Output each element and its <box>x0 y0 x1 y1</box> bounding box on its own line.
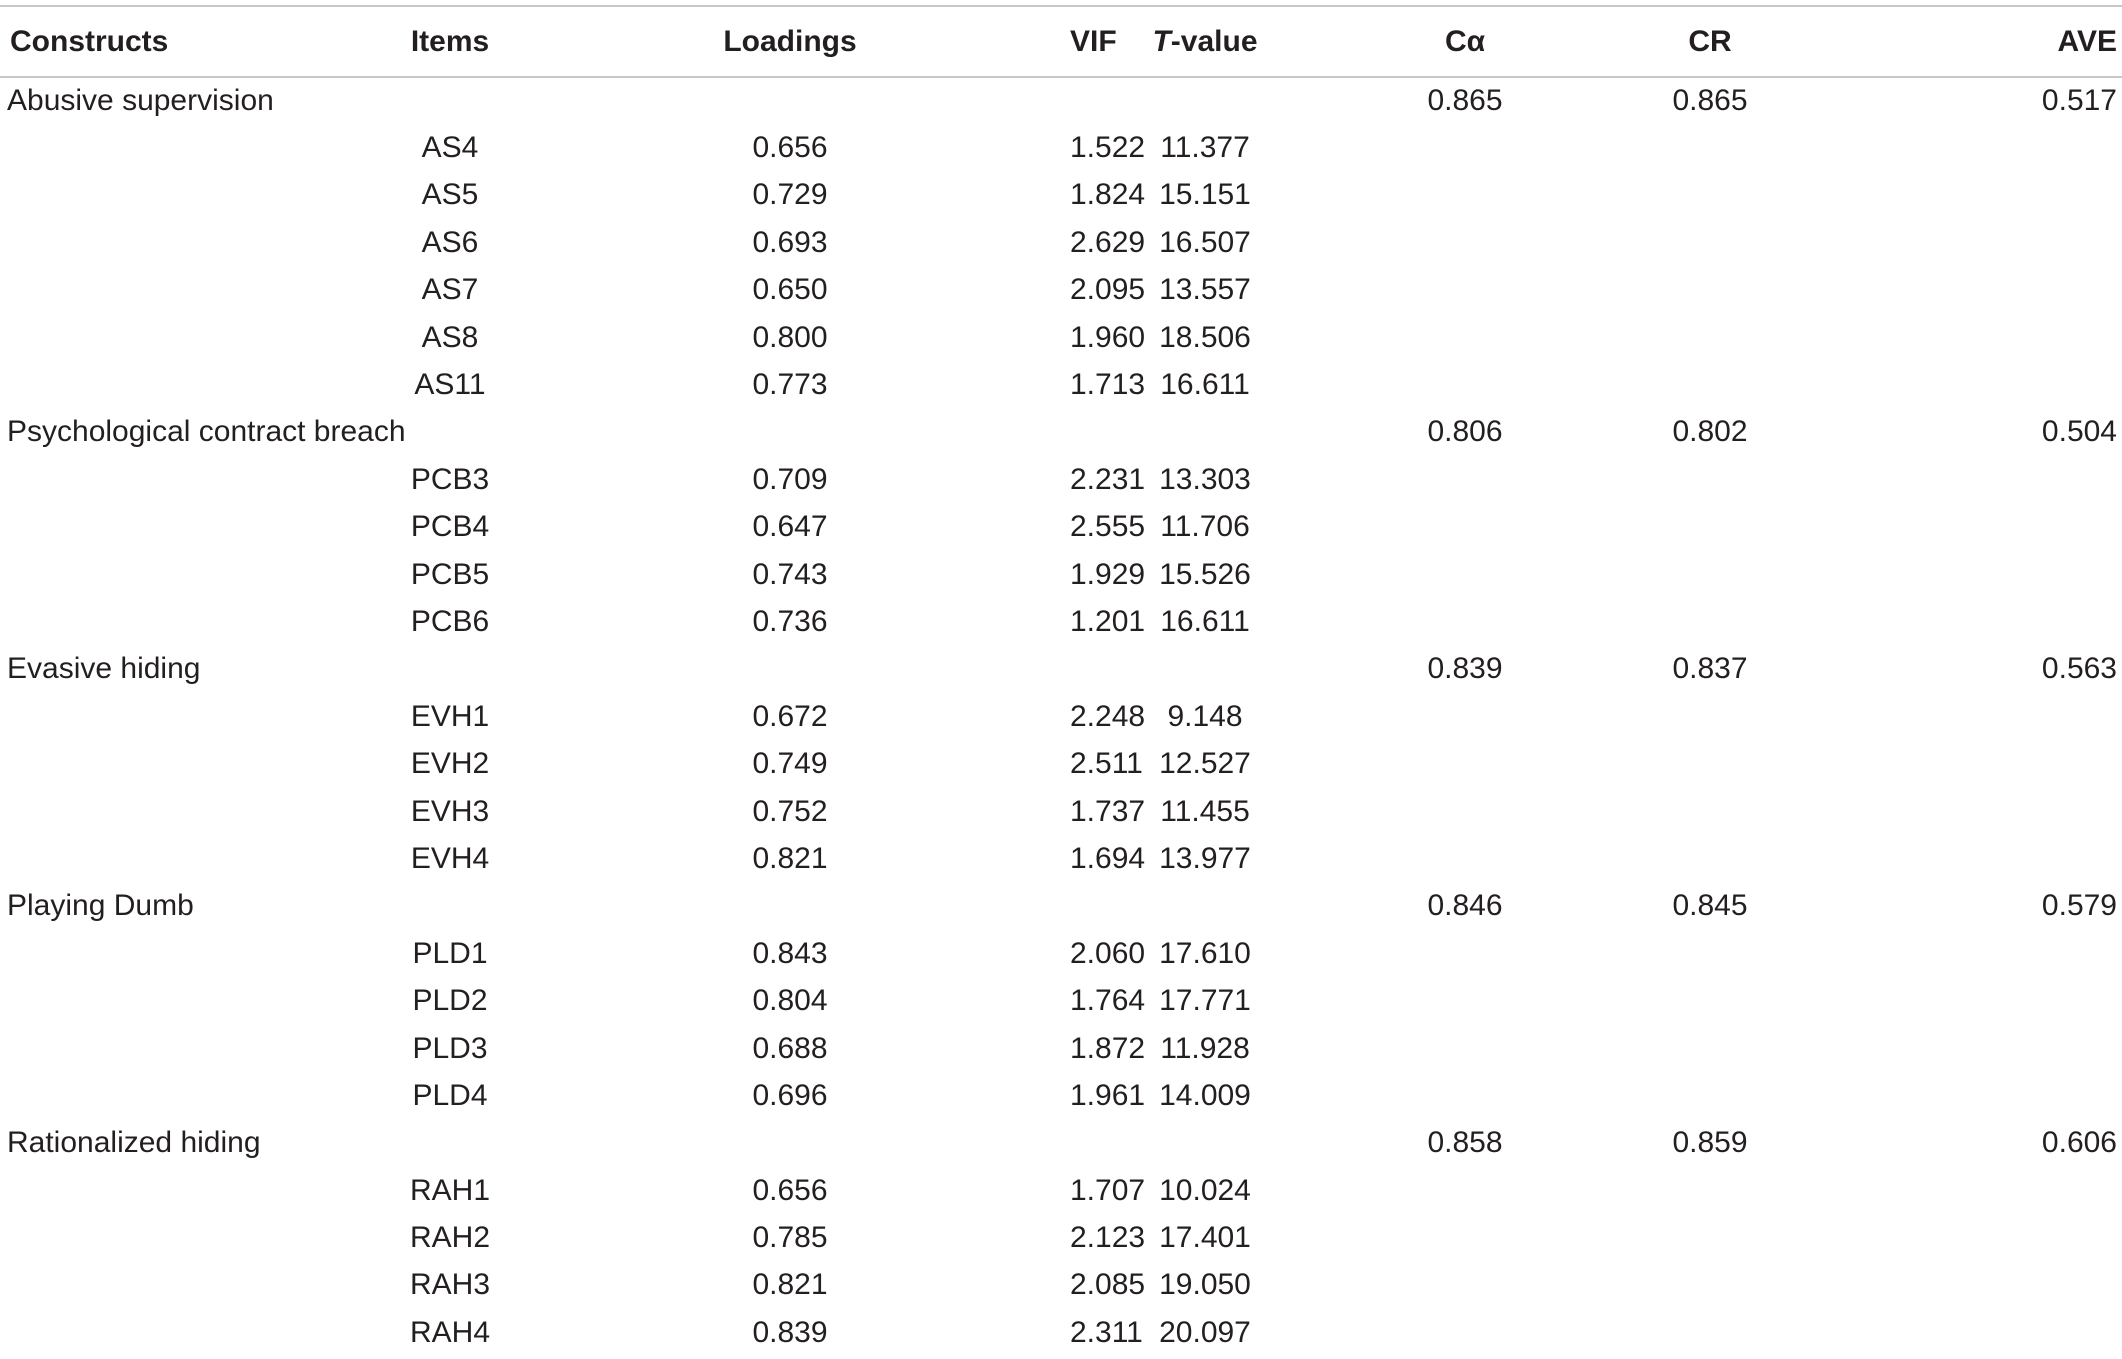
cronbach-alpha-cell <box>1340 219 1590 266</box>
construct-row <box>0 77 2122 124</box>
item-row: PCB4 0.647 2.555 11.706 <box>0 504 2122 551</box>
t-value-cell: 15.526 <box>1159 557 1251 591</box>
ave-cell <box>1830 1214 2122 1261</box>
loading-cell: 0.693 <box>752 225 828 259</box>
cronbach-alpha-cell <box>1340 788 1590 835</box>
item-row: EVH1 0.672 2.248 9.148 <box>0 693 2122 740</box>
cronbach-alpha-cell <box>1340 1025 1590 1072</box>
item-cell: AS4 <box>421 131 479 165</box>
ave-cell <box>1830 598 2122 645</box>
item-cell: AS11 <box>414 368 486 402</box>
item-row: AS7 0.650 2.095 13.557 <box>0 267 2122 314</box>
t-value-cell: 10.024 <box>1159 1173 1251 1207</box>
loading-cell <box>510 646 1070 693</box>
composite-reliability-cell <box>1590 1025 1830 1072</box>
header-tvalue-rest: -value <box>1170 24 1258 58</box>
ave-cell <box>1830 551 2122 598</box>
construct-cell <box>0 219 390 266</box>
composite-reliability-cell <box>1590 740 1830 787</box>
header-ave: AVE <box>1830 6 2122 77</box>
composite-reliability-cell <box>1590 314 1830 361</box>
construct-cell: Psychological contract breach <box>7 415 406 449</box>
composite-reliability-cell <box>1590 456 1830 503</box>
item-row: AS11 0.773 1.713 16.611 <box>0 361 2122 408</box>
composite-reliability-cell: 0.845 <box>1672 889 1748 923</box>
t-value-cell <box>1070 409 1340 456</box>
t-value-cell: 13.557 <box>1159 273 1251 307</box>
ave-cell <box>1830 267 2122 314</box>
t-value-cell: 15.151 <box>1159 178 1251 212</box>
t-value-cell: 19.050 <box>1159 1268 1251 1302</box>
loading-cell: 0.656 <box>752 131 828 165</box>
construct-cell <box>0 361 390 408</box>
ave-cell <box>1830 1167 2122 1214</box>
construct-row <box>0 1120 2122 1167</box>
ave-cell: 0.563 <box>2041 652 2117 686</box>
cronbach-alpha-cell <box>1340 504 1590 551</box>
construct-cell <box>0 788 390 835</box>
t-value-cell <box>1070 1120 1340 1167</box>
item-row: RAH3 0.821 2.085 19.050 <box>0 1262 2122 1309</box>
header-cr: CR <box>1590 6 1830 77</box>
t-value-cell: 17.771 <box>1159 984 1251 1018</box>
item-cell: AS6 <box>421 225 479 259</box>
cronbach-alpha-cell <box>1340 835 1590 882</box>
item-row: PLD1 0.843 2.060 17.610 <box>0 930 2122 977</box>
composite-reliability-cell <box>1590 124 1830 171</box>
ave-cell <box>1830 1309 2122 1356</box>
ave-cell: 0.517 <box>2041 84 2117 118</box>
cronbach-alpha-cell <box>1340 267 1590 314</box>
ave-cell <box>1830 977 2122 1024</box>
ave-cell <box>1830 314 2122 361</box>
header-row: Constructs Items Loadings VIF T-value Cα CR AVE <box>0 6 2122 77</box>
composite-reliability-cell <box>1590 1309 1830 1356</box>
cronbach-alpha-cell <box>1340 1167 1590 1214</box>
cronbach-alpha-cell <box>1340 172 1590 219</box>
construct-cell <box>0 1262 390 1309</box>
cronbach-alpha-cell <box>1340 930 1590 977</box>
composite-reliability-cell <box>1590 504 1830 551</box>
cronbach-alpha-cell <box>1340 314 1590 361</box>
loading-cell: 0.709 <box>752 462 828 496</box>
cronbach-alpha-cell: 0.846 <box>1427 889 1503 923</box>
ave-cell <box>1830 1025 2122 1072</box>
cronbach-alpha-cell <box>1340 1072 1590 1119</box>
ave-cell <box>1830 124 2122 171</box>
t-value-cell: 16.507 <box>1159 225 1251 259</box>
item-row: AS8 0.800 1.960 18.506 <box>0 314 2122 361</box>
composite-reliability-cell <box>1590 551 1830 598</box>
construct-cell <box>0 456 390 503</box>
composite-reliability-cell <box>1590 219 1830 266</box>
cronbach-alpha-cell <box>1340 1262 1590 1309</box>
t-value-cell: 11.455 <box>1160 794 1250 828</box>
ave-cell <box>1830 456 2122 503</box>
ave-cell <box>1830 740 2122 787</box>
item-row: AS4 0.656 1.522 11.377 <box>0 124 2122 171</box>
cronbach-alpha-cell <box>1340 456 1590 503</box>
loading-cell: 0.821 <box>752 841 828 875</box>
cronbach-alpha-cell <box>1340 1214 1590 1261</box>
t-value-cell: 11.377 <box>1160 131 1250 165</box>
item-cell: AS7 <box>421 273 479 307</box>
composite-reliability-cell <box>1590 1262 1830 1309</box>
ave-cell <box>1830 788 2122 835</box>
cronbach-alpha-cell <box>1340 551 1590 598</box>
loading-cell: 0.785 <box>752 1221 828 1255</box>
item-cell: PCB4 <box>410 510 490 544</box>
construct-cell <box>0 977 390 1024</box>
item-cell: EVH4 <box>410 841 490 875</box>
t-value-cell: 20.097 <box>1159 1315 1251 1349</box>
item-cell: AS8 <box>421 320 479 354</box>
item-row: EVH2 0.749 2.511 12.527 <box>0 740 2122 787</box>
header-calpha: Cα <box>1340 6 1590 77</box>
item-row: RAH4 0.839 2.311 20.097 <box>0 1309 2122 1356</box>
composite-reliability-cell <box>1590 267 1830 314</box>
cronbach-alpha-cell <box>1340 598 1590 645</box>
t-value-cell: 18.506 <box>1159 320 1251 354</box>
construct-cell: Abusive supervision <box>7 84 274 118</box>
construct-cell <box>0 551 390 598</box>
t-value-cell: 16.611 <box>1160 368 1250 402</box>
construct-cell: Evasive hiding <box>7 652 201 686</box>
item-row: PCB6 0.736 1.201 16.611 <box>0 598 2122 645</box>
loading-cell <box>510 883 1070 930</box>
loading-cell: 0.752 <box>752 794 828 828</box>
loading-cell <box>510 1120 1070 1167</box>
item-cell: RAH2 <box>409 1221 491 1255</box>
ave-cell <box>1830 835 2122 882</box>
construct-cell <box>0 740 390 787</box>
loading-cell: 0.821 <box>752 1268 828 1302</box>
cronbach-alpha-cell <box>1340 361 1590 408</box>
ave-cell <box>1830 504 2122 551</box>
construct-cell <box>0 1072 390 1119</box>
cronbach-alpha-cell <box>1340 740 1590 787</box>
ave-cell: 0.579 <box>2041 889 2117 923</box>
composite-reliability-cell: 0.859 <box>1672 1126 1748 1160</box>
item-row: RAH1 0.656 1.707 10.024 <box>0 1167 2122 1214</box>
item-cell: RAH3 <box>409 1268 491 1302</box>
item-cell: PCB6 <box>410 604 490 638</box>
ave-cell: 0.606 <box>2041 1126 2117 1160</box>
loading-cell: 0.672 <box>752 699 828 733</box>
ave-cell <box>1830 1072 2122 1119</box>
item-cell: PCB3 <box>410 462 490 496</box>
item-row: PLD4 0.696 1.961 14.009 <box>0 1072 2122 1119</box>
loading-cell: 0.843 <box>752 936 828 970</box>
composite-reliability-cell: 0.802 <box>1672 415 1748 449</box>
item-row: PLD3 0.688 1.872 11.928 <box>0 1025 2122 1072</box>
cronbach-alpha-cell: 0.865 <box>1427 84 1503 118</box>
loading-cell <box>510 409 1070 456</box>
cronbach-alpha-cell: 0.806 <box>1427 415 1503 449</box>
item-cell: EVH1 <box>410 699 490 733</box>
ave-cell <box>1830 693 2122 740</box>
construct-row <box>0 409 2122 456</box>
t-value-cell <box>1070 883 1340 930</box>
composite-reliability-cell <box>1590 598 1830 645</box>
composite-reliability-cell <box>1590 977 1830 1024</box>
header-tvalue-italic: T <box>1152 24 1171 58</box>
construct-cell <box>0 504 390 551</box>
item-cell: RAH1 <box>409 1173 491 1207</box>
loading-cell <box>510 77 1070 124</box>
t-value-cell: 17.610 <box>1159 936 1251 970</box>
t-value-cell: 16.611 <box>1160 604 1250 638</box>
t-value-cell <box>1070 77 1340 124</box>
t-value-cell: 12.527 <box>1159 747 1251 781</box>
construct-cell <box>0 314 390 361</box>
composite-reliability-cell: 0.865 <box>1672 84 1748 118</box>
ave-cell <box>1830 930 2122 977</box>
construct-cell: Playing Dumb <box>7 889 194 923</box>
loading-cell: 0.839 <box>752 1315 828 1349</box>
composite-reliability-cell <box>1590 835 1830 882</box>
loading-cell: 0.773 <box>752 368 828 402</box>
item-row: EVH3 0.752 1.737 11.455 <box>0 788 2122 835</box>
loading-cell: 0.688 <box>752 1031 828 1065</box>
construct-cell <box>0 267 390 314</box>
item-row: EVH4 0.821 1.694 13.977 <box>0 835 2122 882</box>
header-loadings: Loadings <box>510 6 1070 77</box>
item-cell: EVH2 <box>410 747 490 781</box>
item-cell: AS5 <box>421 178 479 212</box>
composite-reliability-cell <box>1590 172 1830 219</box>
composite-reliability-cell <box>1590 930 1830 977</box>
cronbach-alpha-cell <box>1340 124 1590 171</box>
item-cell: PLD3 <box>412 1031 488 1065</box>
t-value-cell: 11.706 <box>1160 510 1250 544</box>
cronbach-alpha-cell <box>1340 977 1590 1024</box>
construct-cell <box>0 1025 390 1072</box>
t-value-cell: 17.401 <box>1159 1221 1251 1255</box>
item-row: RAH2 0.785 2.123 17.401 <box>0 1214 2122 1261</box>
composite-reliability-cell <box>1590 361 1830 408</box>
item-row: PLD2 0.804 1.764 17.771 <box>0 977 2122 1024</box>
cronbach-alpha-cell: 0.858 <box>1427 1126 1503 1160</box>
composite-reliability-cell <box>1590 1214 1830 1261</box>
loading-cell: 0.647 <box>752 510 828 544</box>
construct-cell: Rationalized hiding <box>7 1126 261 1160</box>
measurement-model-table <box>0 5 2122 1357</box>
item-cell: PLD4 <box>412 1078 488 1112</box>
construct-cell <box>0 1309 390 1356</box>
construct-row <box>0 883 2122 930</box>
construct-cell <box>0 1167 390 1214</box>
composite-reliability-cell: 0.837 <box>1672 652 1748 686</box>
t-value-cell: 9.148 <box>1167 699 1243 733</box>
loading-cell: 0.656 <box>752 1173 828 1207</box>
item-row: PCB3 0.709 2.231 13.303 <box>0 456 2122 503</box>
item-row: AS5 0.729 1.824 15.151 <box>0 172 2122 219</box>
item-cell: EVH3 <box>410 794 490 828</box>
loading-cell: 0.650 <box>752 273 828 307</box>
loading-cell: 0.800 <box>752 320 828 354</box>
t-value-cell: 13.977 <box>1159 841 1251 875</box>
item-cell: PLD2 <box>412 984 488 1018</box>
t-value-cell: 13.303 <box>1159 462 1251 496</box>
construct-cell <box>0 835 390 882</box>
cronbach-alpha-cell <box>1340 693 1590 740</box>
construct-cell <box>0 930 390 977</box>
composite-reliability-cell <box>1590 788 1830 835</box>
loading-cell: 0.749 <box>752 747 828 781</box>
cronbach-alpha-cell: 0.839 <box>1427 652 1503 686</box>
construct-cell <box>0 124 390 171</box>
item-row: PCB5 0.743 1.929 15.526 <box>0 551 2122 598</box>
ave-cell <box>1830 219 2122 266</box>
t-value-cell <box>1070 646 1340 693</box>
construct-cell <box>0 693 390 740</box>
ave-cell <box>1830 1262 2122 1309</box>
construct-cell <box>0 1214 390 1261</box>
item-cell: PLD1 <box>412 936 488 970</box>
ave-cell <box>1830 172 2122 219</box>
t-value-cell: 11.928 <box>1160 1031 1250 1065</box>
construct-cell <box>0 598 390 645</box>
header-items: Items <box>390 6 510 77</box>
header-constructs: Constructs <box>0 6 390 77</box>
item-row: AS6 0.693 2.629 16.507 <box>0 219 2122 266</box>
ave-cell: 0.504 <box>2041 415 2117 449</box>
loading-cell: 0.736 <box>752 604 828 638</box>
loading-cell: 0.696 <box>752 1078 828 1112</box>
t-value-cell: 14.009 <box>1159 1078 1251 1112</box>
construct-cell <box>0 172 390 219</box>
cronbach-alpha-cell <box>1340 1309 1590 1356</box>
loading-cell: 0.729 <box>752 178 828 212</box>
construct-row <box>0 646 2122 693</box>
composite-reliability-cell <box>1590 1072 1830 1119</box>
ave-cell <box>1830 361 2122 408</box>
composite-reliability-cell <box>1590 1167 1830 1214</box>
composite-reliability-cell <box>1590 693 1830 740</box>
loading-cell: 0.743 <box>752 557 828 591</box>
item-cell: PCB5 <box>410 557 490 591</box>
loading-cell: 0.804 <box>752 984 828 1018</box>
table-body <box>0 77 2122 1357</box>
item-cell: RAH4 <box>409 1315 491 1349</box>
